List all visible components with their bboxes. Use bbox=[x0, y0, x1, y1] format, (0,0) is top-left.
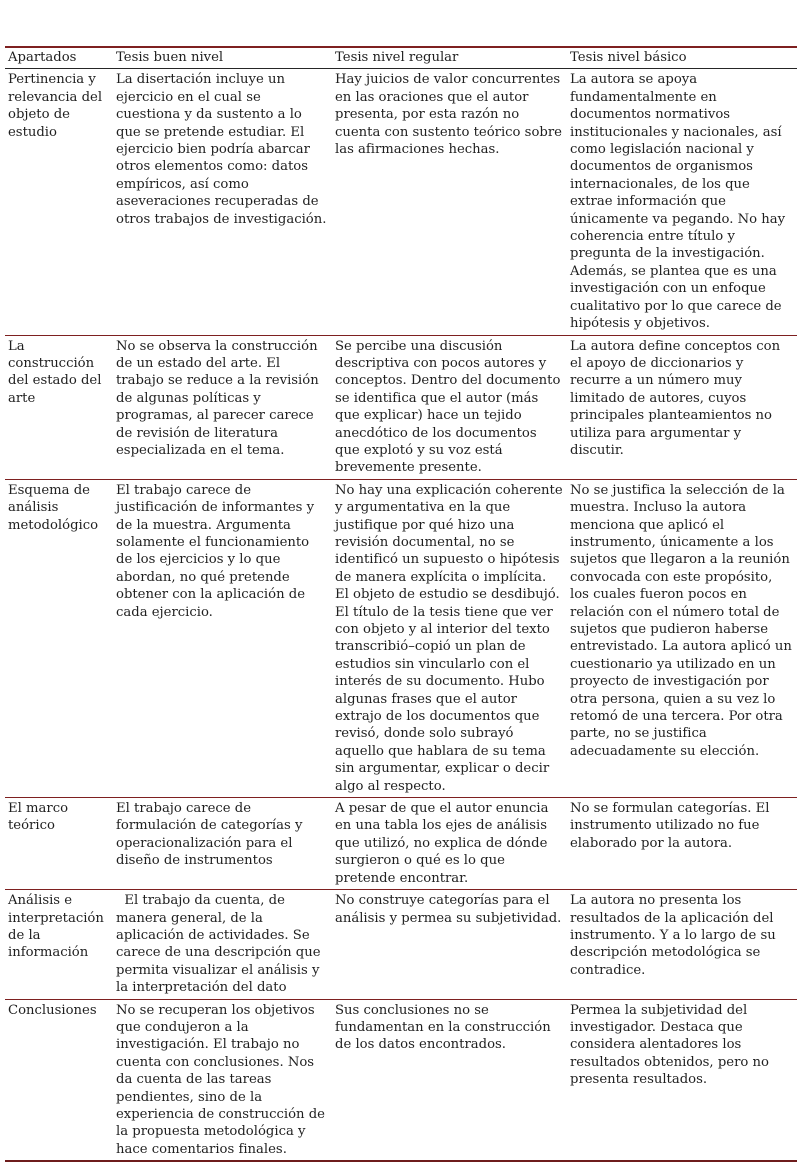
table-row-esquema-analisis bbox=[5, 479, 797, 797]
cell-nivel-basico: No se justifica la selección de la muestra. Incluso la autora menciona que aplicó el instrumento, únicamente a los sujetos que llegaron a la reunión convocada con este propósito, los cuales fueron pocos en relación con el número total de sujetos que pudieron haberse entrevistado. La autora aplicó un cuestionario ya utilizado en un proyecto de investigación por otra persona, quien a su vez lo retomó de una tercera. Por otra parte, no se justifica adecuadamente su elección. bbox=[567, 479, 797, 797]
column-header-tesis-buen-nivel: Tesis buen nivel bbox=[113, 47, 332, 69]
cell-buen-nivel: El trabajo carece de formulación de categorías y operacionalización para el diseño de instrumentos bbox=[113, 798, 332, 890]
cell-apartado: El marco teórico bbox=[5, 798, 113, 890]
header-row bbox=[5, 47, 797, 69]
cell-nivel-basico: No se formulan categorías. El instrumento utilizado no fue elaborado por la autora. bbox=[567, 798, 797, 890]
cell-nivel-basico: Permea la subjetividad del investigador. Destaca que considera alentadores los resultados obtenidos, pero no presenta resultados. bbox=[567, 999, 797, 1161]
cell-nivel-regular: Sus conclusiones no se fundamentan en la construcción de los datos encontrados. bbox=[332, 999, 567, 1161]
cell-apartado: Pertinencia y relevancia del objeto de estudio bbox=[8, 72, 107, 140]
rubric-table bbox=[5, 46, 797, 1162]
cell-nivel-basico: La autora define conceptos con el apoyo de diccionarios y recurre a un número muy limitado de autores, cuyos principales planteamientos no utiliza para argumentar y discutir. bbox=[567, 335, 797, 479]
table-row-marco-teorico bbox=[5, 798, 797, 890]
cell-nivel-regular: No construye categorías para el análisis y permea su subjetividad. bbox=[332, 890, 567, 999]
cell-nivel-regular: No hay una explicación coherente y argumentativa en la que justifique por qué hizo una revisión documental, no se identificó un supuesto o hipótesis de manera explícita o implícita. El objeto de estudio se desdibujó. El título de la tesis tiene que ver con objeto y al interior del texto transcribió–copió un plan de estudios sin vincularlo con el interés de su documento. Hubo algunas frases que el autor extrajo de los documentos que revisó, donde solo subrayó aquello que hablara de su tema sin argumentar, explicar o decir algo al respecto. bbox=[332, 479, 567, 797]
cell-buen-nivel: No se observa la construcción de un estado del arte. El trabajo se reduce a la revisión de algunas políticas y programas, al parecer carece de revisión de literatura especializada en el tema. bbox=[113, 335, 332, 479]
cell-apartado: Esquema de análisis metodológico bbox=[5, 479, 113, 797]
cell-apartado: La construcción del estado del arte bbox=[5, 335, 113, 479]
cell-nivel-regular: Se percibe una discusión descriptiva con pocos autores y conceptos. Dentro del documento se identifica que el autor (más que explicar) hace un tejido anecdótico de los documentos que explotó y su voz está brevemente presente. bbox=[332, 335, 567, 479]
cell-buen-nivel: El trabajo da cuenta, de manera general, de la aplicación de actividades. Se carece de una descripción que permita visualizar el análisis y la interpretación del dato bbox=[113, 890, 332, 999]
table-row-estado-del-arte bbox=[5, 335, 797, 479]
cell-nivel-basico: La autora no presenta los resultados de la aplicación del instrumento. Y a lo largo de su descripción metodológica se contradice. bbox=[567, 890, 797, 999]
column-header-tesis-nivel-basico: Tesis nivel básico bbox=[567, 47, 797, 69]
cell-buen-nivel: No se recuperan los objetivos que condujeron a la investigación. El trabajo no cuenta con conclusiones. Nos da cuenta de las tareas pendientes, sino de la experiencia de construcción de la propuesta metodológica y hace comentarios finales. bbox=[113, 999, 332, 1161]
cell-apartado: Conclusiones bbox=[5, 999, 113, 1161]
cell-apartado: Análisis e interpretación de la información bbox=[5, 890, 113, 999]
table-row-analisis-interpretacion bbox=[5, 890, 797, 999]
table-row-pertinencia bbox=[5, 69, 797, 335]
table-row-conclusiones bbox=[5, 999, 797, 1161]
column-header-tesis-nivel-regular: Tesis nivel regular bbox=[332, 47, 567, 69]
cell-buen-nivel: El trabajo carece de justificación de informantes y de la muestra. Argumenta solamente el funcionamiento de los ejercicios y lo que abordan, no qué pretende obtener con la aplicación de cada ejercicio. bbox=[113, 479, 332, 797]
cell-nivel-regular: A pesar de que el autor enuncia en una tabla los ejes de análisis que utilizó, no explica de dónde surgieron o qué es lo que pretende encontrar. bbox=[332, 798, 567, 890]
cell-buen-nivel: La disertación incluye un ejercicio en el cual se cuestiona y da sustento a lo que se pretende estudiar. El ejercicio bien podría abarcar otros elementos como: datos empíricos, así como aseveraciones recuperadas de otros trabajos de investigación. bbox=[116, 72, 327, 227]
cell-nivel-regular: Hay juicios de valor concurrentes en las oraciones que el autor presenta, por esta razón no cuenta con sustento teórico sobre las afirmaciones hechas. bbox=[335, 72, 567, 158]
cell-nivel-basico: La autora se apoya fundamentalmente en documentos normativos institucionales y nacionales, así como legislación nacional y documentos de organismos internacionales, de los que extrae información que únicamente va pegando. No hay coherencia entre título y pregunta de la investigación. Además, se plantea que es una investigación con un enfoque cualitativo por lo que carece de hipótesis y objetivos. bbox=[570, 72, 790, 332]
column-header-apartados: Apartados bbox=[5, 47, 113, 69]
